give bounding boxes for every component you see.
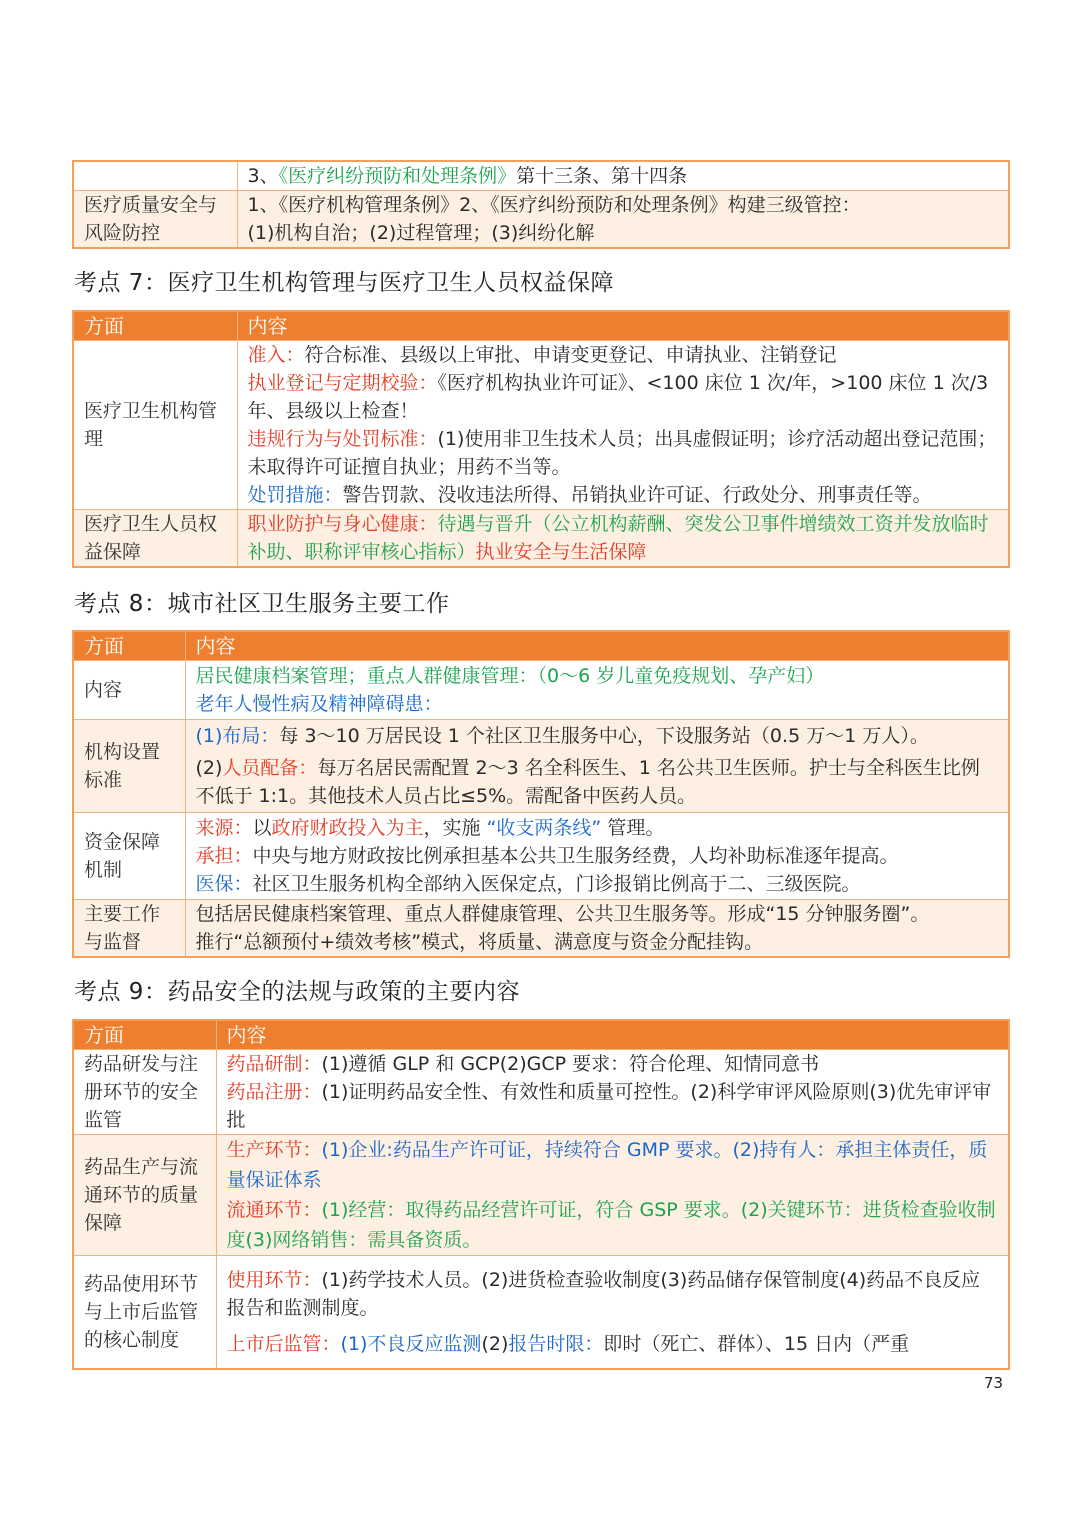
list-number: (2) xyxy=(481,1333,509,1355)
table-row xyxy=(73,813,1009,900)
table-cell-label: 机构设置标准 xyxy=(73,720,185,813)
keyword: 准入： xyxy=(247,344,305,366)
table-quality-safety xyxy=(72,160,1010,249)
highlight-text: “收支两条线” xyxy=(486,817,602,839)
highlight-text: 政府财政投入为主 xyxy=(271,817,424,839)
content-line: 居民健康档案管理；重点人群健康管理：（0～6 岁儿童免疫规划、孕产妇） xyxy=(195,665,825,687)
table-cell-content xyxy=(237,510,1009,568)
keyword: 处罚措施： xyxy=(247,484,343,506)
content-line xyxy=(196,842,999,870)
table-cell-label: 药品研发与注册环节的安全监管 xyxy=(73,1050,216,1135)
content-line xyxy=(227,1195,999,1255)
table-cell-label: 医疗卫生人员权益保障 xyxy=(73,510,237,568)
table-cell-content xyxy=(216,1135,1009,1256)
content-text: ，实施 xyxy=(423,817,487,839)
keyword: 人员配备： xyxy=(222,757,318,779)
content-text: 以 xyxy=(252,817,272,839)
section-title: 考点 7：医疗卫生机构管理与医疗卫生人员权益保障 xyxy=(74,270,614,296)
content-text: 即时（死亡、群体）、15 日内（严重 xyxy=(603,1333,910,1355)
content-text: (1)遵循 GLP 和 GCP(2)GCP 要求：符合伦理、知情同意书 xyxy=(321,1053,820,1075)
table-row xyxy=(73,661,1009,720)
table-cell-content xyxy=(237,341,1009,510)
content-text: 符合标准、县级以上审批、申请变更登记、申请执业、注销登记 xyxy=(304,344,837,366)
content-line xyxy=(248,369,999,425)
table-cell-content xyxy=(185,661,1009,720)
column-header: 方面 xyxy=(73,311,237,341)
content-line xyxy=(248,481,999,509)
table-cell-label: 医疗卫生机构管理 xyxy=(73,341,237,510)
table-row xyxy=(73,1256,1009,1370)
keyword: 执业安全与生活保障 xyxy=(475,541,647,563)
content-line xyxy=(196,722,999,750)
table-section7 xyxy=(72,310,1010,568)
content-line xyxy=(227,1078,999,1134)
table-cell-label: 主要工作与监督 xyxy=(73,900,185,958)
content-line xyxy=(196,754,999,810)
table-cell-label: 医疗质量安全与风险防控 xyxy=(73,191,237,249)
keyword: 职业防护与身心健康： xyxy=(247,513,438,535)
content-text: 每 3～10 万居民设 1 个社区卫生服务中心，下设服务站（0.5 万～1 万人）。 xyxy=(279,725,929,747)
content-line xyxy=(227,1330,999,1358)
content-line: 老年人慢性病及精神障碍患： xyxy=(195,693,443,715)
table-header-row xyxy=(73,311,1009,341)
keyword: 上市后监管： xyxy=(226,1333,341,1355)
table-cell-content xyxy=(237,161,1009,191)
table-cell-content xyxy=(216,1050,1009,1135)
table-row xyxy=(73,510,1009,568)
content-text: (1)使用非卫生技术人员；出具虚假证明；诊疗活动超出登记范围；未取得许可证擅自执业；用药不当等。 xyxy=(247,428,997,478)
table-cell-content xyxy=(216,1256,1009,1370)
content-line xyxy=(196,870,999,898)
list-number: (2) xyxy=(195,757,223,779)
table-row xyxy=(73,161,1009,191)
column-header: 内容 xyxy=(216,1020,1009,1050)
table-row xyxy=(73,1135,1009,1256)
keyword: 流通环节： xyxy=(226,1199,322,1221)
table-cell-content xyxy=(185,720,1009,813)
content-text: (1)经营：取得药品经营许可证，符合 GSP 要求。(2)关键环节：进货检查验收制度(3)网络销售：需具备资质。 xyxy=(226,1199,996,1251)
table-cell-content xyxy=(237,191,1009,249)
content-text: 中央与地方财政按比例承担基本公共卫生服务经费，人均补助标准逐年提高。 xyxy=(252,845,899,867)
table-row xyxy=(73,720,1009,813)
content-line xyxy=(196,814,999,842)
keyword: (1)布局： xyxy=(195,725,280,747)
keyword: 生产环节： xyxy=(226,1139,322,1161)
table-row xyxy=(73,900,1009,958)
content-text: 每万名居民需配置 2～3 名全科医生、1 名公共卫生医师。护士与全科医生比例不低于 1:1。其他技术人员占比≤5%。需配备中医药人员。 xyxy=(195,757,980,807)
column-header: 内容 xyxy=(237,311,1009,341)
content-text: 社区卫生服务机构全部纳入医保定点，门诊报销比例高于二、三级医院。 xyxy=(252,873,861,895)
table-cell-label: 药品生产与流通环节的质量保障 xyxy=(73,1135,216,1256)
content-text: 警告罚款、没收违法所得、吊销执业许可证、行政处分、刑事责任等。 xyxy=(342,484,932,506)
regulation-articles: 第十三条、第十四条 xyxy=(516,165,688,187)
table-cell-content xyxy=(185,900,1009,958)
content-text: 《医疗机构执业许可证》、<100 床位 1 次/年，>100 床位 1 次/3 年、县级以上检查！ xyxy=(247,372,989,422)
column-header: 内容 xyxy=(185,631,1009,661)
table-row xyxy=(73,1050,1009,1135)
table-cell-label: 药品使用环节与上市后监管的核心制度 xyxy=(73,1256,216,1370)
table-section9 xyxy=(72,1019,1010,1370)
content-text: (1)药学技术人员。(2)进货检查验收制度(3)药品储存保管制度(4)药品不良反应报告和监测制度。 xyxy=(226,1269,981,1319)
section-title: 考点 8：城市社区卫生服务主要工作 xyxy=(74,591,450,617)
column-header: 方面 xyxy=(73,1020,216,1050)
keyword: 来源： xyxy=(195,817,253,839)
keyword: 使用环节： xyxy=(226,1269,322,1291)
keyword: 药品研制： xyxy=(226,1053,322,1075)
list-number: 3、 xyxy=(247,165,279,187)
keyword: 执业登记与定期校验： xyxy=(247,372,438,394)
section-title: 考点 9：药品安全的法规与政策的主要内容 xyxy=(74,979,520,1005)
regulation-title: 《医疗纠纷预防和处理条例》 xyxy=(278,165,517,187)
keyword: 违规行为与处罚标准： xyxy=(247,428,438,450)
content-text: (1)不良反应监测 xyxy=(340,1333,482,1355)
content-text: (1)企业:药品生产许可证，持续符合 GMP 要求。(2)持有人：承担主体责任，质量保证体系 xyxy=(226,1139,988,1191)
content-text: 管理。 xyxy=(601,817,665,839)
table-cell-label: 内容 xyxy=(73,661,185,720)
keyword: 医保： xyxy=(195,873,253,895)
content-line: 推行“总额预付+绩效考核”模式，将质量、满意度与资金分配挂钩。 xyxy=(195,931,764,953)
content-line: (1)机构自治；(2)过程管理；(3)纠纷化解 xyxy=(247,222,595,244)
keyword: 报告时限： xyxy=(508,1333,604,1355)
table-cell-content xyxy=(185,813,1009,900)
content-line xyxy=(227,1050,999,1078)
content-line xyxy=(227,1135,999,1195)
table-row xyxy=(73,191,1009,249)
table-cell-label: 资金保障机制 xyxy=(73,813,185,900)
table-cell-label xyxy=(73,161,237,191)
keyword: 承担： xyxy=(195,845,253,867)
column-header: 方面 xyxy=(73,631,185,661)
content-line xyxy=(248,341,999,369)
content-line xyxy=(248,425,999,481)
table-section8 xyxy=(72,630,1010,958)
table-header-row xyxy=(73,631,1009,661)
page-number: 73 xyxy=(984,1374,1004,1392)
content-text: (1)证明药品安全性、有效性和质量可控性。(2)科学审评风险原则(3)优先审评审批 xyxy=(226,1081,992,1131)
table-header-row xyxy=(73,1020,1009,1050)
content-line: 1、《医疗机构管理条例》2、《医疗纠纷预防和处理条例》构建三级管控： xyxy=(247,194,861,216)
keyword: 药品注册： xyxy=(226,1081,322,1103)
table-row xyxy=(73,341,1009,510)
content-line: 包括居民健康档案管理、重点人群健康管理、公共卫生服务等。形成“15 分钟服务圈”。 xyxy=(195,903,930,925)
content-text: 待遇与晋升（公立机构薪酬、突发公卫事件增绩效工资并发放临时补助、职称评审核心指标） xyxy=(247,513,989,563)
content-line xyxy=(227,1266,999,1322)
